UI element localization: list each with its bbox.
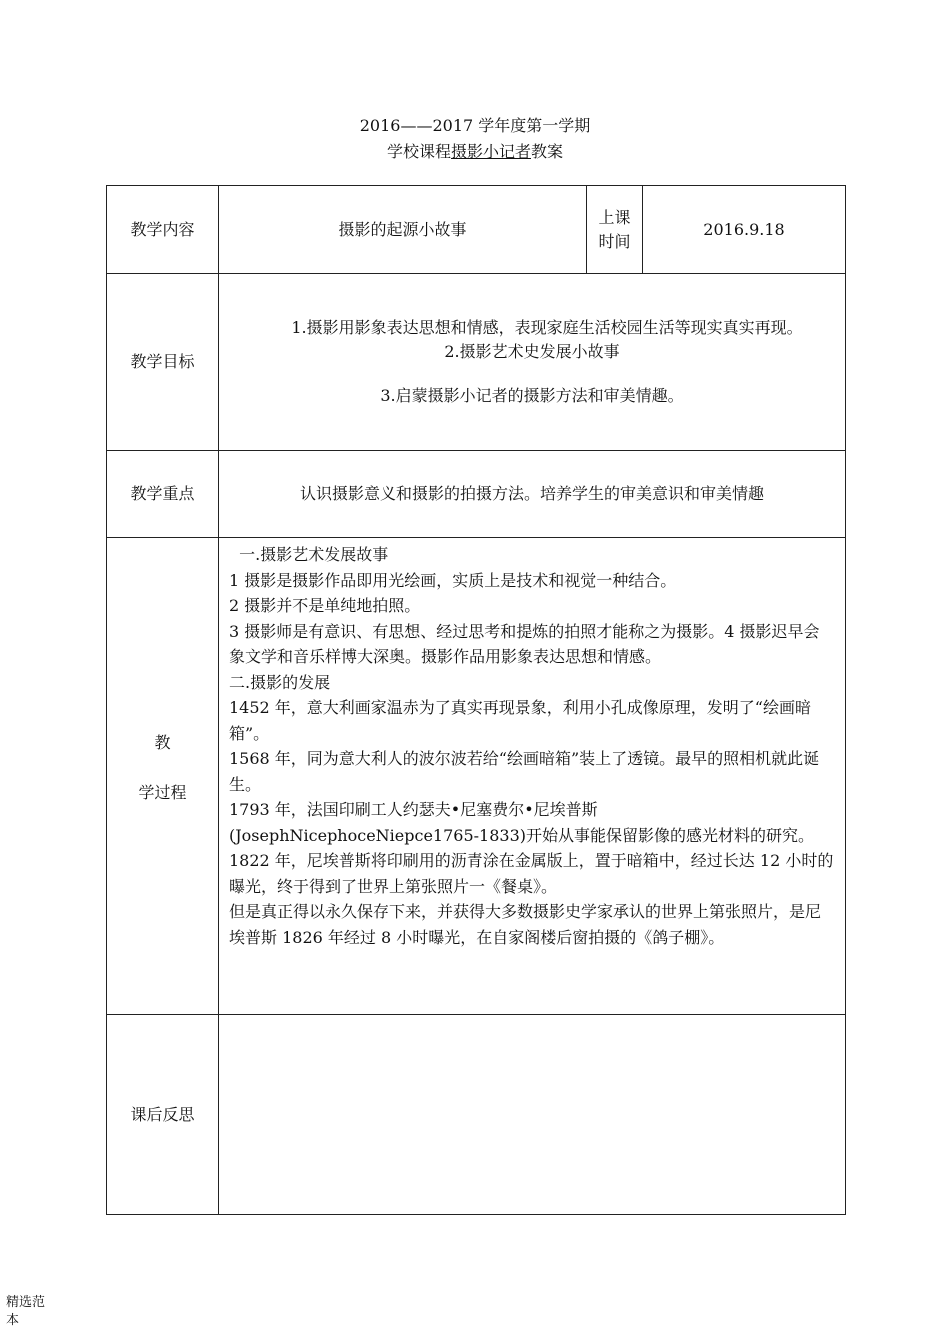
course-name: 摄影小记者 bbox=[450, 142, 531, 161]
teaching-focus-value: 认识摄影意义和摄影的拍摄方法。培养学生的审美意识和审美情趣 bbox=[219, 451, 846, 538]
row-teaching-goals bbox=[107, 274, 846, 451]
goal-item: 3.启蒙摄影小记者的摄影方法和审美情趣。 bbox=[380, 386, 684, 405]
course-suffix: 教案 bbox=[531, 142, 564, 161]
process-label-line1: 教 bbox=[154, 733, 171, 752]
process-line: 1568 年，同为意大利人的波尔波若给“绘画暗箱”装上了透镜。最早的照相机就此诞生。 bbox=[229, 749, 820, 794]
footer-note: 精选范本 bbox=[6, 1295, 46, 1328]
process-line: 1793 年，法国印刷工人约瑟夫•尼塞费尔•尼埃普斯(JosephNicephoceNiepce1765-1833)开始从事能保留影像的感光材料的研究。 bbox=[229, 800, 815, 845]
document-title-term: 2016——2017 学年度第一学期 bbox=[359, 116, 591, 135]
label-teaching-process bbox=[107, 538, 219, 1015]
process-label-line2: 学过程 bbox=[138, 783, 187, 802]
teaching-process-content bbox=[219, 538, 846, 1015]
teaching-content-value: 摄影的起源小故事 bbox=[219, 186, 587, 274]
teaching-goals-content bbox=[219, 274, 846, 451]
label-teaching-content: 教学内容 bbox=[107, 186, 219, 274]
row-reflection bbox=[107, 1015, 846, 1215]
label-reflection: 课后反思 bbox=[107, 1015, 219, 1215]
class-time-label-line2: 时间 bbox=[598, 231, 631, 251]
process-line: 1 摄影是摄影作品即用光绘画，实质上是技术和视觉一种结合。 bbox=[229, 570, 677, 590]
process-line: 二.摄影的发展 bbox=[229, 672, 331, 692]
label-teaching-goals: 教学目标 bbox=[107, 274, 219, 451]
goal-item: 1.摄影用影象表达思想和情感，表现家庭生活校园生活等现实真实再现。 bbox=[291, 318, 803, 337]
document-title-course bbox=[0, 141, 950, 163]
row-teaching-content bbox=[107, 186, 846, 274]
label-class-time bbox=[587, 186, 643, 274]
process-line: 一.摄影艺术发展故事 bbox=[229, 545, 389, 564]
goal-item: 2.摄影艺术史发展小故事 bbox=[444, 342, 620, 361]
process-line: 1822 年，尼埃普斯将印刷用的沥青涂在金属版上，置于暗箱中，经过长达 12 小时的曝光，终于得到了世界上第张照片一《餐桌》。 bbox=[229, 851, 834, 896]
course-prefix: 学校课程 bbox=[386, 142, 451, 161]
process-line: 但是真正得以永久保存下来，并获得大多数摄影史学家承认的世界上第张照片，是尼埃普斯 1826 年经过 8 小时曝光，在自家阁楼后窗拍摄的《鸽子棚》。 bbox=[229, 902, 822, 947]
class-date: 2016.9.18 bbox=[643, 186, 846, 274]
row-teaching-process bbox=[107, 538, 846, 1015]
process-line: 3 摄影师是有意识、有思想、经过思考和提炼的拍照才能称之为摄影。4 摄影迟早会象文学和音乐样博大深奥。摄影作品用影象表达思想和情感。 bbox=[229, 621, 820, 666]
lesson-plan-table bbox=[106, 185, 846, 1215]
row-teaching-focus bbox=[107, 451, 846, 538]
process-line: 1452 年，意大利画家温赤为了真实再现景象，利用小孔成像原理，发明了“绘画暗箱”。 bbox=[229, 698, 811, 743]
class-time-label-line1: 上课 bbox=[598, 207, 631, 227]
process-line: 2 摄影并不是单纯地拍照。 bbox=[229, 596, 421, 615]
label-teaching-focus: 教学重点 bbox=[107, 451, 219, 538]
reflection-value bbox=[219, 1015, 846, 1215]
